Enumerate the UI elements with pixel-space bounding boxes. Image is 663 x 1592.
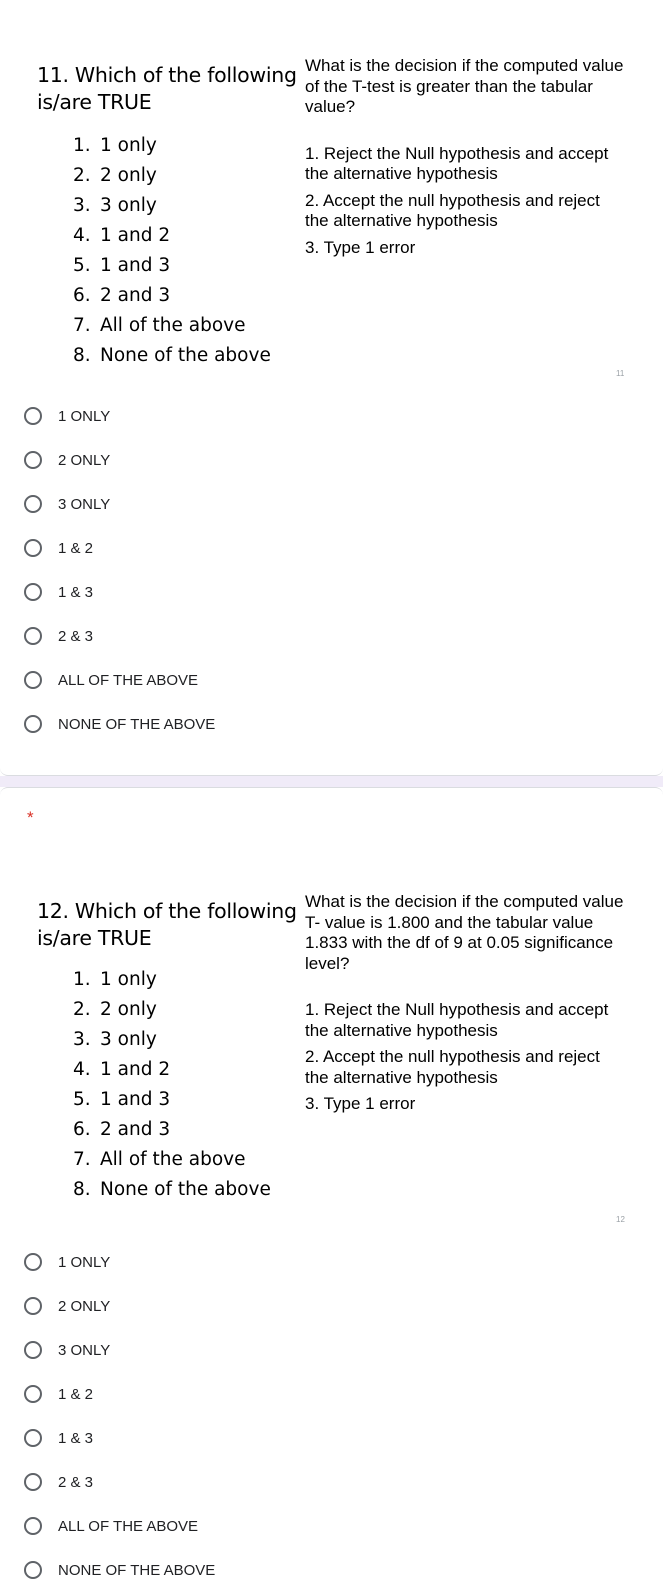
- question-image-12: [0, 880, 663, 1230]
- list-item: 1. 1 only: [73, 969, 157, 990]
- radio-option[interactable]: 1 & 2: [24, 1372, 215, 1416]
- question-prompt: What is the decision if the computed value of the T-test is greater than the tabular value?: [305, 56, 624, 116]
- list-item: 4. 1 and 2: [73, 1059, 171, 1080]
- statement-3: 3. Type 1 error: [305, 237, 416, 257]
- radio-option[interactable]: 2 ONLY: [24, 1284, 215, 1328]
- radio-option[interactable]: 1 ONLY: [24, 1240, 215, 1284]
- radio-group-12: [24, 1240, 215, 1592]
- list-item: 4. 1 and 2: [73, 225, 171, 246]
- radio-option[interactable]: 3 ONLY: [24, 482, 215, 526]
- radio-circle-icon[interactable]: [24, 1253, 42, 1271]
- radio-option[interactable]: NONE OF THE ABOVE: [24, 702, 215, 746]
- question-option-list: [73, 965, 271, 1205]
- question-image-11: [0, 0, 663, 390]
- radio-circle-icon[interactable]: [24, 539, 42, 557]
- radio-option[interactable]: NONE OF THE ABOVE: [24, 1548, 215, 1592]
- list-item: 5. 1 and 3: [73, 1089, 171, 1110]
- question-option-list: [73, 131, 271, 371]
- radio-circle-icon[interactable]: [24, 1561, 42, 1579]
- list-item: 1. 1 only: [73, 135, 157, 156]
- list-item: 6. 2 and 3: [73, 1119, 171, 1140]
- list-item: 7. All of the above: [73, 315, 246, 336]
- radio-option[interactable]: 1 & 3: [24, 1416, 215, 1460]
- statement-2: 2. Accept the null hypothesis and reject the alternative hypothesis: [305, 190, 600, 230]
- radio-circle-icon[interactable]: [24, 1385, 42, 1403]
- page-number: 12: [616, 1215, 625, 1224]
- radio-group-11: [24, 394, 215, 746]
- question-title: 11. Which of the following is/are TRUE: [37, 63, 297, 114]
- list-item: 2. 2 only: [73, 165, 157, 186]
- question-title: 12. Which of the following is/are TRUE: [37, 899, 297, 950]
- statement-1: 1. Reject the Null hypothesis and accept the alternative hypothesis: [305, 1000, 609, 1040]
- statement-3: 3. Type 1 error: [305, 1094, 416, 1113]
- list-item: 8. None of the above: [73, 1179, 271, 1200]
- list-item: 7. All of the above: [73, 1149, 246, 1170]
- list-item: 8. None of the above: [73, 345, 271, 366]
- list-item: 3. 3 only: [73, 1029, 157, 1050]
- radio-option[interactable]: ALL OF THE ABOVE: [24, 658, 215, 702]
- list-item: 2. 2 only: [73, 999, 157, 1020]
- radio-option[interactable]: 1 & 3: [24, 570, 215, 614]
- question-card-11: [0, 0, 663, 776]
- radio-option[interactable]: ALL OF THE ABOVE: [24, 1504, 215, 1548]
- list-item: 5. 1 and 3: [73, 255, 171, 276]
- radio-circle-icon[interactable]: [24, 451, 42, 469]
- radio-circle-icon[interactable]: [24, 1517, 42, 1535]
- radio-circle-icon[interactable]: [24, 495, 42, 513]
- radio-circle-icon[interactable]: [24, 715, 42, 733]
- radio-circle-icon[interactable]: [24, 583, 42, 601]
- radio-option[interactable]: 2 & 3: [24, 1460, 215, 1504]
- page-number: 11: [616, 369, 625, 378]
- radio-option[interactable]: 1 ONLY: [24, 394, 215, 438]
- list-item: 3. 3 only: [73, 195, 157, 216]
- radio-circle-icon[interactable]: [24, 407, 42, 425]
- list-item: 6. 2 and 3: [73, 285, 171, 306]
- radio-circle-icon[interactable]: [24, 1429, 42, 1447]
- question-prompt: What is the decision if the computed value T- value is 1.800 and the tabular value 1.833 with the df of 9 at 0.05 significance level?: [305, 892, 624, 973]
- card-separator: [0, 776, 663, 787]
- radio-circle-icon[interactable]: [24, 627, 42, 645]
- radio-option[interactable]: 2 ONLY: [24, 438, 215, 482]
- radio-option[interactable]: 2 & 3: [24, 614, 215, 658]
- radio-circle-icon[interactable]: [24, 1341, 42, 1359]
- statement-1: 1. Reject the Null hypothesis and accept the alternative hypothesis: [305, 143, 609, 183]
- question-prompt-block: [305, 56, 625, 258]
- radio-circle-icon[interactable]: [24, 671, 42, 689]
- radio-option[interactable]: 3 ONLY: [24, 1328, 215, 1372]
- radio-circle-icon[interactable]: [24, 1297, 42, 1315]
- radio-circle-icon[interactable]: [24, 1473, 42, 1491]
- radio-option[interactable]: 1 & 2: [24, 526, 215, 570]
- statement-2: 2. Accept the null hypothesis and reject the alternative hypothesis: [305, 1047, 600, 1087]
- required-asterisk: *: [27, 808, 34, 827]
- question-prompt-block: [305, 892, 625, 1115]
